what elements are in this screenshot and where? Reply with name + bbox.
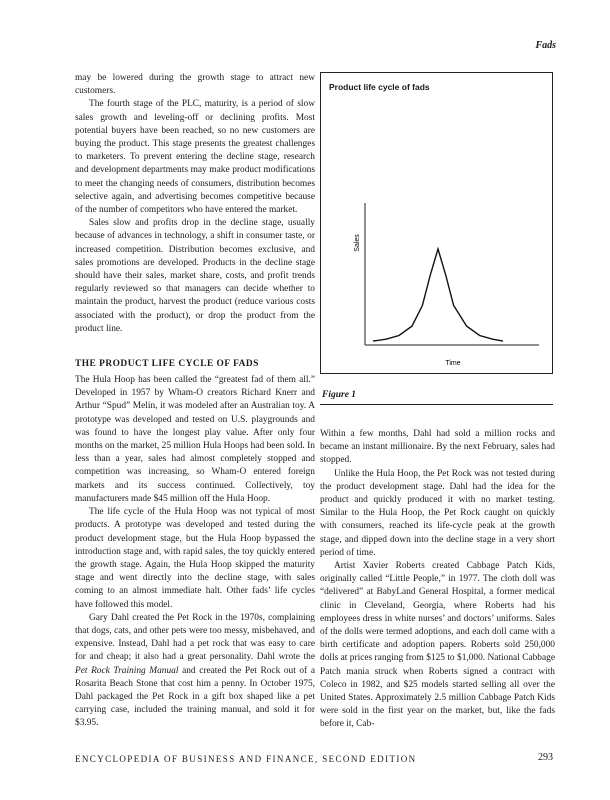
right-column [320,428,555,732]
page-number: 293 [538,752,553,763]
figure-title: Product life cycle of fads [329,82,430,92]
sales-curve [373,249,503,341]
running-head: Fads [535,40,556,51]
figure-box [320,72,553,374]
figure-caption: Figure 1 [322,390,357,400]
paragraph: The life cycle of the Hula Hoop was not typical of most products. A prototype was developed and tested during the product development stage, but the Hula Hoop bypassed the introduction stage and, with rapid sales, the toy quickly entered the growth stage. Again, the Hula Hoop skipped the maturity stage and went directly into the decline stage, with sales coming to an almost immediate halt. Other fads’ life cycles have followed this model. [75,507,315,610]
section-heading: THE PRODUCT LIFE CYCLE OF FADS [75,359,259,370]
paragraph: may be lowered during the growth stage to attract new customers. [75,73,315,97]
book-title: Pet Rock Training Manual [75,665,179,676]
text-run: and created the Pet Rock out of a Rosarita Beach Stone that cost him a penny. In October 1975, Dahl packaged the Pet Rock in a gift box shaped like a pet carrying case, included the training manual, and sold it for $3.95. [75,665,315,729]
paragraph: Sales slow and profits drop in the decline stage, usually because of advances in technology, a shift in consumer taste, or increased competition. Distribution becomes exclusive, and sales promotions are developed. Products in the decline stage should have their sales, market share, costs, and profit trends regularly reviewed so that managers can decide whether to maintain the product, harvest the product (reduce various costs associated with the product), or drop the product from the product line. [75,218,315,334]
paragraph: Within a few months, Dahl had sold a million rocks and became an instant millionaire. By the next February, sales had stopped. [320,429,555,466]
paragraph: Unlike the Hula Hoop, the Pet Rock was not tested during the product development stage. Dahl had the idea for the product and quickly produced it with no market testing. Similar to the Hula Hoop, the Pet Rock caught on quickly with consumers, reached its life-cycle peak at the growth stage, and dipped down into the decline stage in a very short period of time. [320,468,555,558]
text-run: Gary Dahl created the Pet Rock in the 1970s, complaining that dogs, cats, and other pets were too messy, misbehaved, and expensive. Instead, Dahl had a pet rock that was easy to care for and cheap; it also had a great personality. Dahl wrote the [75,612,315,663]
paragraph [75,612,315,731]
paragraph: The Hula Hoop has been called the “greatest fad of them all.” Developed in 1957 by Wham-O creators Richard Knerr and Arthur “Spud” Melin, it was modeled after an Australian toy. A prototype was developed and tested on U.S. playgrounds and was found to have the longest play value. After only four months on the market, 25 million Hula Hoops had been sold. In less than a year, sales had almost completely stopped and competition was increasing, so Wham-O entered foreign markets and its success continued. Collectively, toy manufacturers made $45 million off the Hula Hoop. [75,375,315,504]
paragraph: The fourth stage of the PLC, maturity, is a period of slow sales growth and leveling-off or declining profits. Most potential buyers have been reached, so no new customers are buying the product. This stage presents the greatest challenges to marketers. To prevent entering the decline stage, research and development departments may make product modifications to meet the changing needs of consumers, distribution becomes selective again, and advertising becomes competitive because of the number of competitors who have entered the market. [75,99,315,216]
y-axis-label: Sales [354,234,361,252]
caption-rule [320,404,553,405]
paragraph: Artist Xavier Roberts created Cabbage Patch Kids, originally called “Little People,” in 1977. The cloth doll was “delivered” at BabyLand General Hospital, a former medical clinic in Cleveland, Georgia, where Roberts had his employees dress in white nurses’ and doctors’ uniforms. Sales of the dolls were termed adoptions, and each doll came with a birth certificate and adoption papers. Roberts sold 250,000 dolls at prices ranging from $125 to $1,000. National Cabbage Patch mania struck when Roberts signed a contract with Coleco in 1982, and $25 models started selling all over the United States. Approximately 2.5 million Cabbage Patch Kids were sold in the first year on the market, but, like the fads before it, Cab- [320,561,555,730]
footer-publication: ENCYCLOPEDIA OF BUSINESS AND FINANCE, SECOND EDITION [75,754,417,764]
x-axis-label: Time [445,360,461,367]
life-cycle-chart [321,73,554,375]
left-column [75,72,315,731]
